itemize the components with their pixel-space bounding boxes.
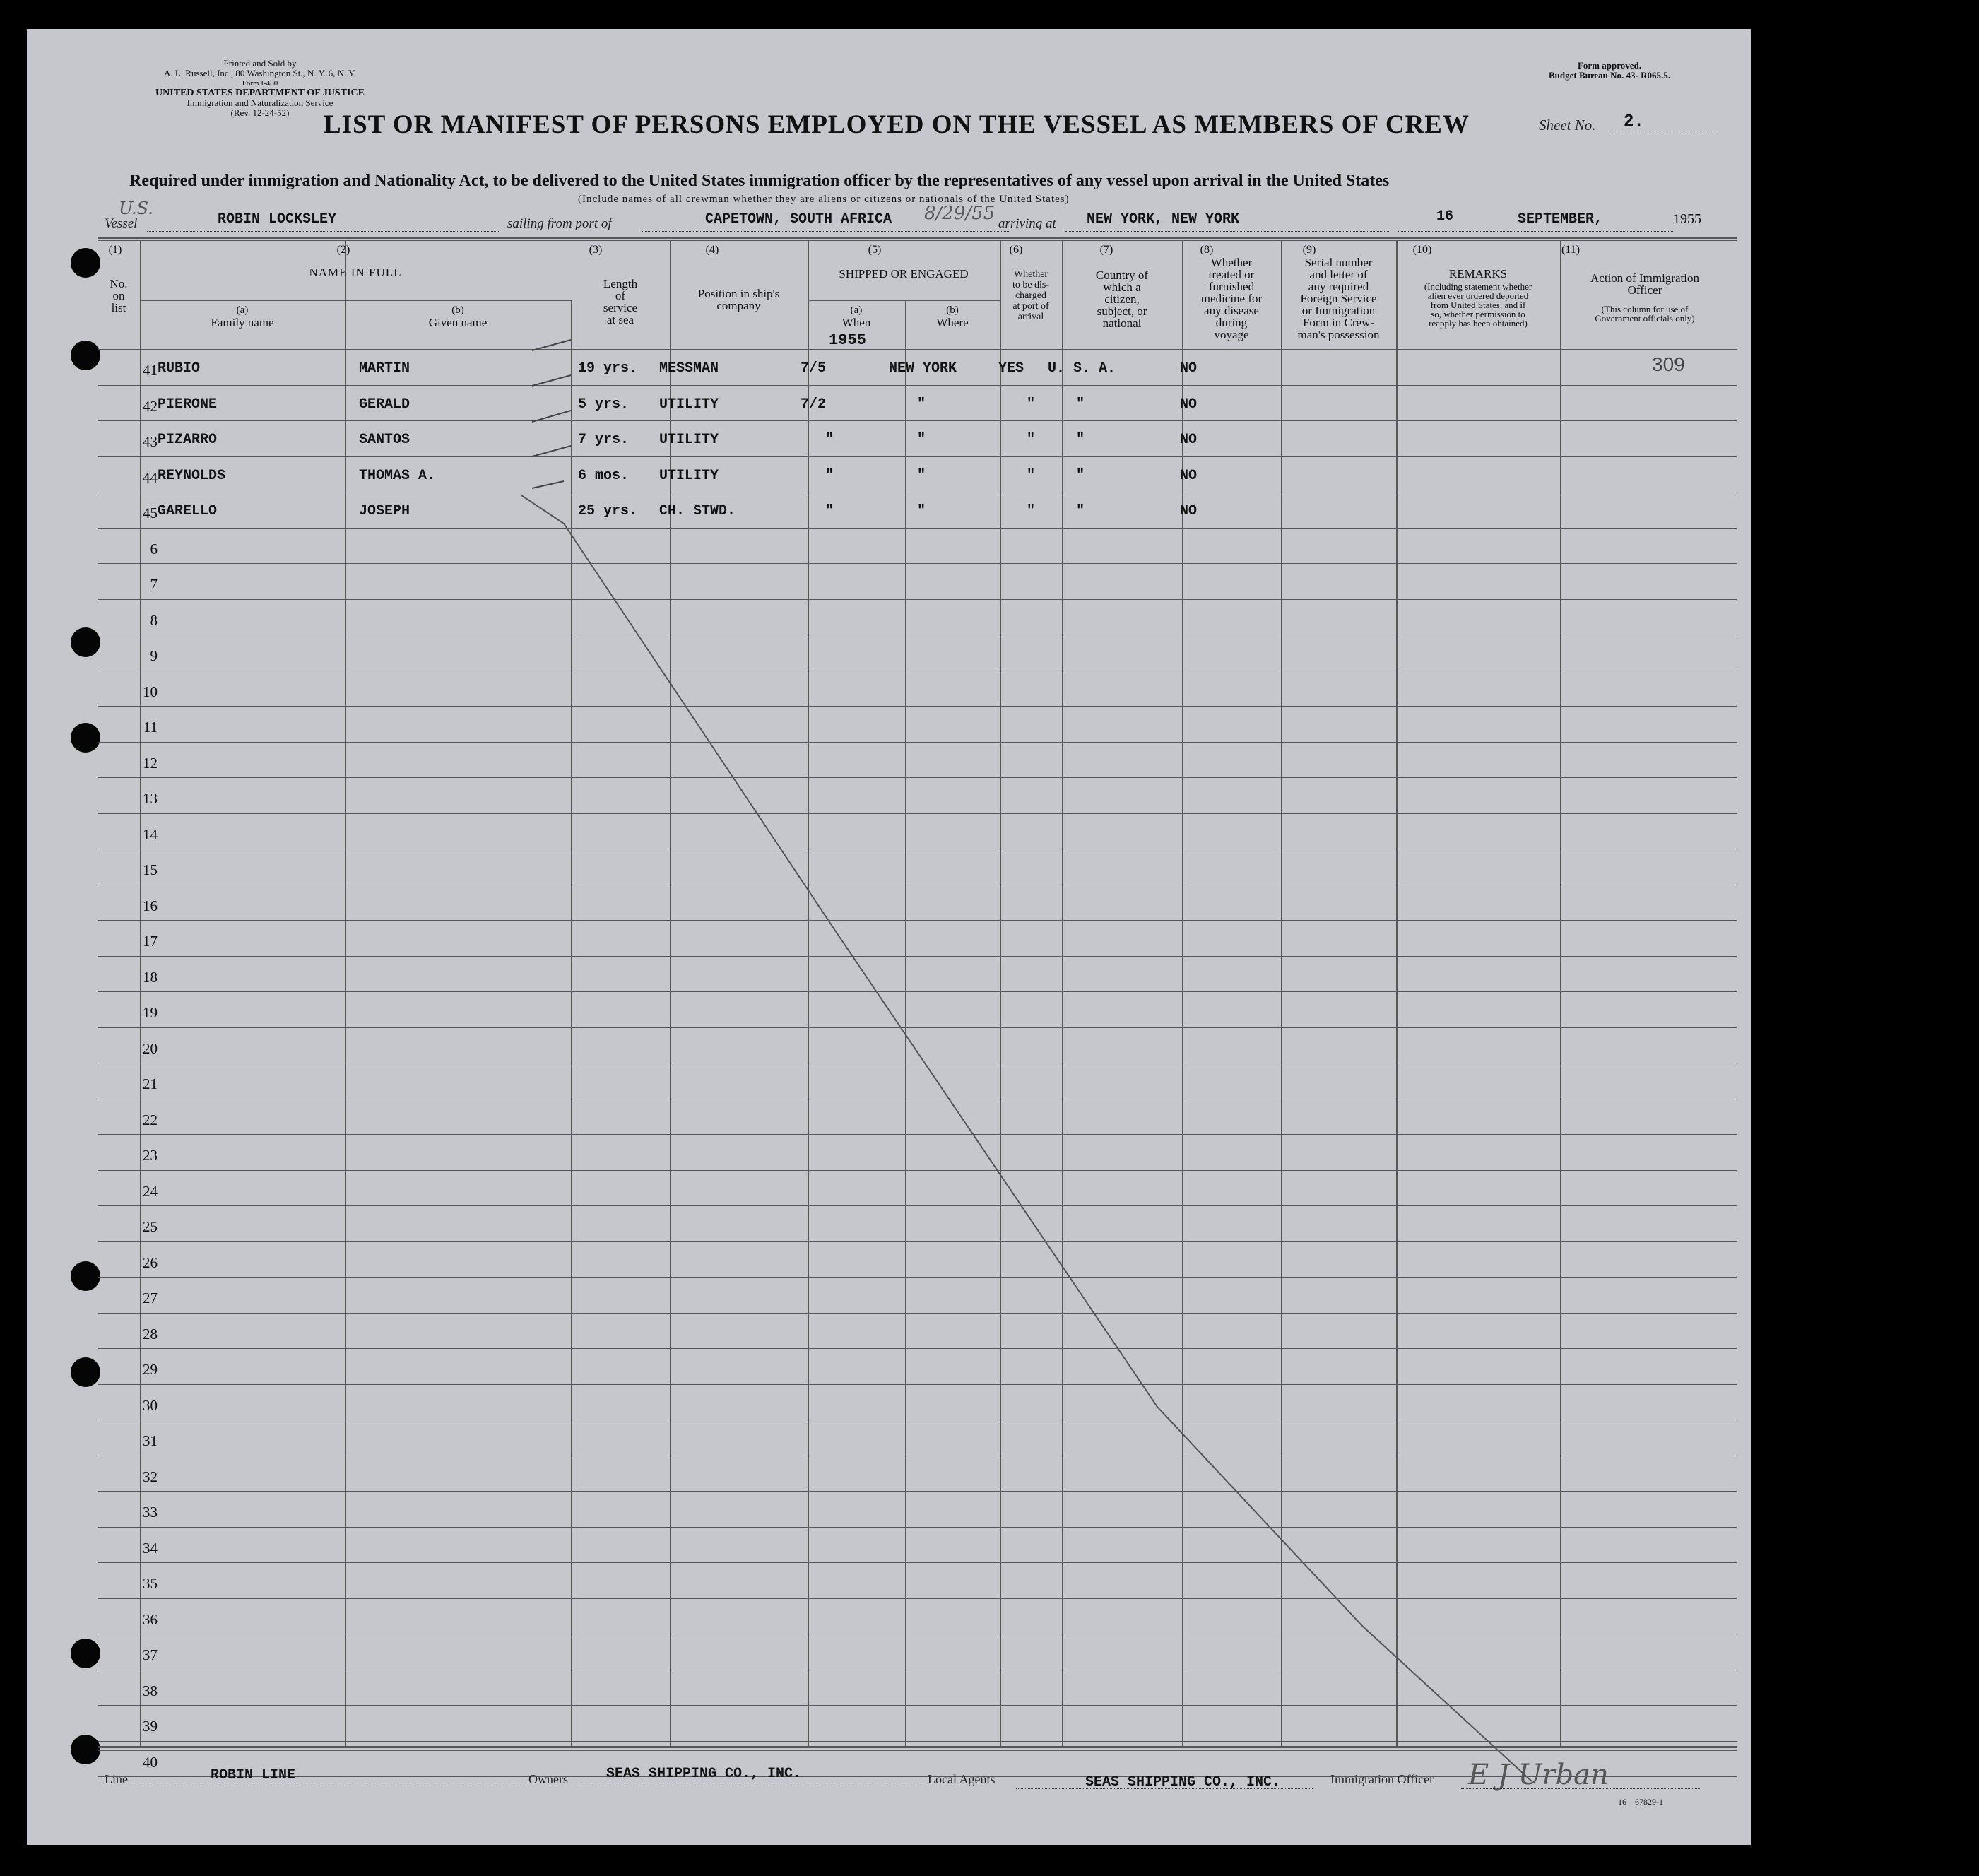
cell-when: " [825, 467, 834, 484]
form-approved: Form approved. [1577, 60, 1642, 71]
cell-service: 19 yrs. [578, 360, 638, 377]
header-line: Government officials only) [1595, 313, 1695, 324]
row-number: 41 [143, 362, 158, 379]
header-line: from United States, and if [1430, 300, 1526, 310]
header-line: at port of [1012, 301, 1049, 312]
header-line: and letter of [1309, 268, 1368, 281]
row-number: 33 [143, 1504, 158, 1521]
col-num-5: (5) [868, 244, 882, 256]
subtitle-note: (Include names of all crewman whether they are aliens or citizens or nationals of the United States) [578, 194, 1070, 205]
header-line: or Immigration [1301, 304, 1376, 317]
row-number: 12 [143, 754, 158, 772]
header-line: Form in Crew- [1302, 316, 1375, 329]
cell-when: 7/5 [801, 360, 827, 377]
row-number: 32 [143, 1468, 158, 1485]
cell-where: " [917, 467, 926, 484]
header-line: Where [936, 316, 969, 329]
agents-underline [1016, 1788, 1313, 1789]
header-line: on [112, 289, 125, 302]
row-number: 25 [143, 1218, 158, 1235]
cell-given: THOMAS A. [359, 467, 436, 484]
col-header-shipped: SHIPPED OR ENGAGED [839, 267, 969, 281]
row-number: 30 [143, 1396, 158, 1414]
row-number: 29 [143, 1361, 158, 1378]
row-number: 18 [143, 968, 158, 986]
cell-when: 7/2 [801, 396, 827, 413]
vessel-name: ROBIN LOCKSLEY [218, 211, 337, 228]
cell-where: NEW YORK [889, 360, 957, 377]
header-line: which a [1103, 281, 1141, 294]
officer-underline [1461, 1788, 1701, 1789]
owners-label: Owners [528, 1772, 568, 1786]
header-line: (a) [236, 305, 249, 316]
service: Immigration and Naturalization Service [187, 98, 333, 108]
header-line: any required [1308, 280, 1369, 293]
row-number: 10 [143, 683, 158, 700]
header-line: so, whether permission to [1431, 309, 1525, 319]
cancellation-line [27, 29, 1751, 1845]
port-date-handwritten: 8/29/55 [924, 203, 996, 224]
header-line: subject, or [1097, 305, 1147, 318]
row-number: 15 [143, 861, 158, 878]
row-number: 9 [150, 647, 158, 664]
cell-given: MARTIN [359, 360, 410, 377]
row-number: 7 [150, 576, 158, 593]
cell-action: 309 [1652, 353, 1685, 375]
header-line: When [841, 316, 871, 329]
row-number: 17 [143, 933, 158, 950]
cell-where: " [917, 432, 926, 448]
header-line: (Including statement whether [1424, 281, 1532, 292]
header-line: furnished [1208, 280, 1255, 293]
header-line: list [111, 301, 126, 314]
row-number: 36 [143, 1610, 158, 1628]
officer-label: Immigration Officer [1330, 1772, 1434, 1786]
printer-address: A. L. Russell, Inc., 80 Washington St., N. Y. 6, N. Y. [163, 68, 357, 78]
cell-when: " [825, 503, 834, 519]
header-line: man's possession [1297, 328, 1380, 341]
shipped-year: 1955 [829, 331, 866, 349]
arrival-day: 16 [1436, 208, 1454, 225]
header-line: alien ever ordered deported [1427, 290, 1529, 301]
vessel-label: Vessel [105, 216, 138, 231]
header-line: to be dis- [1012, 280, 1050, 290]
header-line: company [716, 299, 761, 312]
header-line: service [603, 301, 638, 314]
header-line: Position in ship's [697, 287, 780, 300]
row-number: 31 [143, 1432, 158, 1449]
row-number: 44 [143, 468, 158, 486]
header-line: Foreign Service [1300, 292, 1377, 305]
row-number: 40 [143, 1753, 158, 1771]
subtitle: Required under immigration and Nationality Act, to be delivered to the United States immigration officer by the representatives of any vessel upon arrival in the United States [129, 172, 1390, 190]
col-num-2: (2) [336, 244, 350, 256]
row-number: 26 [143, 1253, 158, 1271]
cell-service: 6 mos. [578, 467, 630, 484]
cell-given: GERALD [359, 396, 410, 413]
cell-service: 7 yrs. [578, 432, 630, 448]
sailing-label: sailing from port of [507, 216, 612, 231]
cell-family: PIERONE [158, 396, 218, 413]
header-line: Country of [1095, 269, 1149, 282]
col-num-9: (9) [1302, 244, 1316, 256]
cell-position: MESSMAN [659, 360, 719, 377]
arriving-label: arriving at [998, 216, 1056, 231]
col-header-name: NAME IN FULL [309, 266, 402, 279]
col-num-8: (8) [1200, 244, 1214, 256]
sheet-number: 2. [1624, 112, 1644, 131]
row-number: 16 [143, 897, 158, 914]
arrival-month: SEPTEMBER, [1518, 211, 1603, 228]
row-number: 27 [143, 1290, 158, 1306]
row-number: 24 [143, 1182, 158, 1200]
cell-service: 25 yrs. [578, 503, 638, 519]
header-line: medicine for [1200, 292, 1263, 305]
row-number: 11 [143, 719, 158, 736]
header-line: of [615, 289, 626, 302]
row-number: 43 [143, 433, 158, 450]
footer-rule [98, 1746, 1737, 1748]
arrival-port: NEW YORK, NEW YORK [1087, 211, 1240, 228]
header-line: Serial number [1304, 256, 1373, 269]
header-line: No. [110, 277, 128, 290]
header-line: (b) [946, 305, 959, 316]
form-number: Form I-480 [242, 79, 278, 88]
sheet-label: Sheet No. [1539, 117, 1596, 134]
header-line: REMARKS [1448, 267, 1508, 281]
owners-value: SEAS SHIPPING CO., INC. [606, 1766, 802, 1782]
cell-discharged: " [1027, 467, 1036, 484]
row-number: 34 [143, 1539, 158, 1557]
cell-discharged: " [1027, 396, 1036, 413]
cell-treated: NO [1180, 503, 1198, 519]
row-number: 13 [143, 790, 158, 807]
cell-discharged: " [1027, 432, 1036, 448]
cell-discharged: " [1027, 503, 1036, 519]
page-title: LIST OR MANIFEST OF PERSONS EMPLOYED ON THE VESSEL AS MEMBERS OF CREW [324, 110, 1470, 139]
officer-signature: E J Urban [1468, 1759, 1609, 1791]
header-line: Length [603, 277, 638, 290]
form-code: 16—67829-1 [1618, 1797, 1663, 1807]
col-num-10: (10) [1412, 244, 1432, 256]
row-number: 39 [143, 1718, 158, 1735]
header-line: treated or [1208, 268, 1255, 281]
cell-family: GARELLO [158, 503, 218, 519]
cell-when: " [825, 432, 834, 448]
row-number: 19 [143, 1004, 158, 1021]
cell-country: U. S. A. [1048, 360, 1116, 377]
header-line: (b) [451, 305, 464, 316]
header-line: charged [1015, 290, 1047, 301]
header-line: citizen, [1104, 293, 1140, 306]
cell-where: " [917, 396, 926, 413]
cell-treated: NO [1180, 432, 1198, 448]
department: UNITED STATES DEPARTMENT OF JUSTICE [155, 88, 365, 98]
header-line: Family name [211, 316, 274, 329]
row-number: 6 [150, 540, 158, 558]
header-line: Given name [428, 316, 488, 329]
header-line: Whether [1210, 256, 1253, 269]
cell-country: " [1076, 467, 1085, 484]
row-number: 8 [150, 611, 158, 629]
cell-country: " [1076, 432, 1085, 448]
revision: (Rev. 12-24-52) [230, 107, 290, 118]
header-line: Whether [1013, 269, 1048, 280]
cell-country: " [1076, 503, 1085, 519]
col-num-11: (11) [1561, 244, 1581, 256]
footer-rule-2 [98, 1750, 1737, 1751]
cell-position: UTILITY [659, 432, 719, 448]
row-number: 14 [143, 825, 158, 843]
vessel-handwritten-note: U.S. [119, 199, 153, 218]
cell-position: UTILITY [659, 467, 719, 484]
row-number: 35 [143, 1575, 158, 1592]
header-line: national [1102, 317, 1142, 330]
cell-service: 5 yrs. [578, 396, 630, 413]
col-num-7: (7) [1099, 244, 1113, 256]
row-number: 38 [143, 1682, 158, 1699]
col-num-1: (1) [108, 244, 122, 256]
col-num-3: (3) [589, 244, 603, 256]
row-number: 22 [143, 1111, 158, 1128]
agents-label: Local Agents [928, 1772, 996, 1786]
sailing-port: CAPETOWN, SOUTH AFRICA [705, 211, 892, 228]
cell-discharged: YES [998, 360, 1024, 377]
cell-given: SANTOS [359, 432, 410, 448]
cell-treated: NO [1180, 396, 1198, 413]
row-number: 21 [143, 1075, 158, 1092]
header-line: Action of Immigration [1590, 271, 1699, 285]
service-strike [532, 340, 571, 488]
row-number: 20 [143, 1039, 158, 1057]
manifest-sheet [27, 29, 1751, 1845]
header-line: Officer [1627, 283, 1662, 297]
header-line: arrival [1017, 312, 1044, 322]
cell-country: " [1076, 396, 1085, 413]
col-num-4: (4) [705, 244, 719, 256]
header-line: reapply has been obtained) [1429, 318, 1528, 329]
header-line: (This column for use of [1601, 304, 1689, 314]
printer-line: Printed and Sold by [223, 58, 297, 69]
cell-treated: NO [1180, 467, 1198, 484]
header-line: at sea [606, 313, 634, 326]
cell-where: " [917, 503, 926, 519]
header-line: voyage [1214, 328, 1249, 341]
row-number: 37 [143, 1646, 158, 1663]
cell-family: RUBIO [158, 360, 201, 377]
cell-family: REYNOLDS [158, 467, 226, 484]
header-line: during [1215, 316, 1248, 329]
cell-position: UTILITY [659, 396, 719, 413]
cell-given: JOSEPH [359, 503, 410, 519]
cell-family: PIZARRO [158, 432, 218, 448]
line-label: Line [105, 1772, 128, 1786]
arrival-year: 1955 [1673, 211, 1701, 227]
cell-position: CH. STWD. [659, 503, 736, 519]
row-number: 23 [143, 1147, 158, 1164]
header-line: (a) [850, 305, 863, 316]
budget-bureau: Budget Bureau No. 43- R065.5. [1548, 70, 1671, 81]
agents-value: SEAS SHIPPING CO., INC. [1085, 1774, 1281, 1791]
col-num-6: (6) [1009, 244, 1023, 256]
cell-treated: NO [1180, 360, 1198, 377]
diagonal-strike [521, 495, 1532, 1781]
header-line: any disease [1204, 304, 1259, 317]
row-number: 45 [143, 505, 158, 521]
row-number: 42 [143, 397, 158, 415]
row-number: 28 [143, 1325, 158, 1343]
line-value: ROBIN LINE [211, 1767, 296, 1783]
